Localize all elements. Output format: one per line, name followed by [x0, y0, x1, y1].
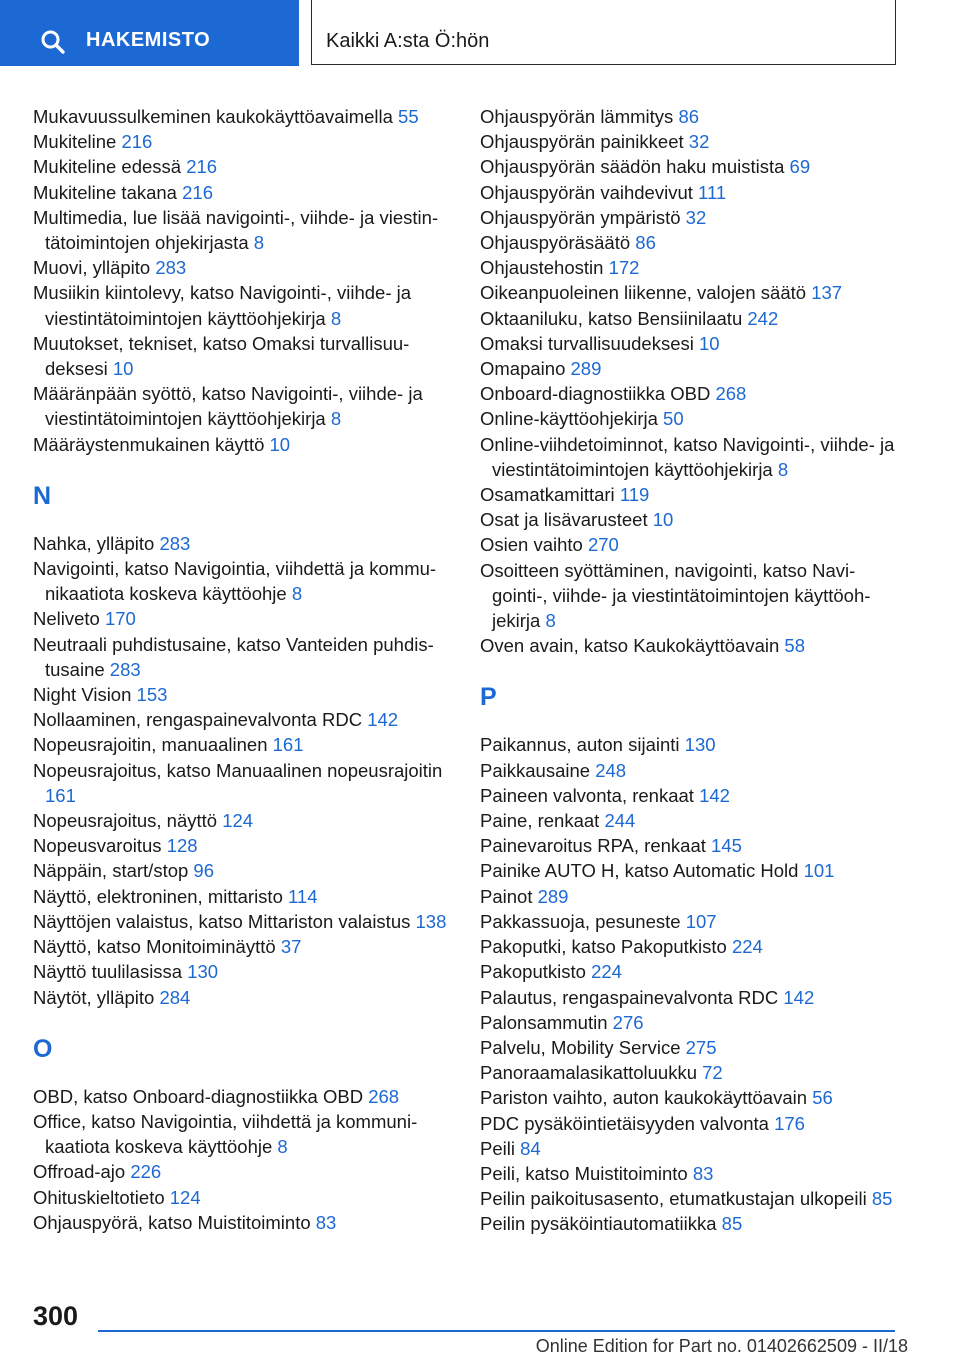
section-letter: O [33, 1034, 53, 1063]
page-link[interactable]: 224 [591, 961, 622, 983]
page-link[interactable]: 270 [587, 534, 619, 556]
index-entry-text: Painot [480, 885, 533, 907]
page-link[interactable]: 130 [684, 734, 716, 756]
index-entry-text: Neutraali puhdistusaine, katso Vanteiden puhdistusaine [33, 633, 434, 680]
page-link[interactable]: 8 [253, 232, 265, 254]
page-link[interactable]: 242 [747, 307, 779, 329]
index-entry-text: Ohjauspyörän säädön haku muistista [480, 156, 785, 178]
index-entry [480, 230, 900, 255]
page-link[interactable]: 10 [699, 332, 720, 354]
index-entry [480, 1060, 900, 1085]
index-entry [33, 909, 453, 934]
index-entry-text: Paikannus, auton sijainti [480, 734, 680, 756]
index-entry [480, 758, 900, 783]
index-entry [480, 1111, 900, 1136]
page-link[interactable]: 8 [291, 583, 303, 605]
index-entry [480, 280, 900, 305]
index-entry-text: Offroad-ajo [33, 1161, 126, 1183]
tab-index[interactable] [0, 0, 299, 66]
index-entry [480, 406, 900, 431]
tab-a-to-z-label: Kaikki A:sta Ö:hön [326, 30, 490, 52]
index-entry-text: Näppäin, start/stop [33, 860, 189, 882]
index-entry [33, 1109, 453, 1159]
page-link[interactable]: 111 [698, 181, 727, 203]
index-entry [480, 1085, 900, 1110]
index-entry [480, 1211, 900, 1236]
index-entry [480, 154, 900, 179]
index-entry-text: Näyttö, elektroninen, mittaristo [33, 885, 283, 907]
page-link[interactable]: 32 [685, 206, 707, 228]
index-entry [33, 104, 453, 129]
page-link[interactable]: 8 [277, 1136, 288, 1158]
index-entry [33, 205, 453, 255]
page-link[interactable]: 32 [688, 131, 710, 153]
index-entry [480, 306, 900, 331]
page-link[interactable]: 268 [368, 1085, 400, 1107]
index-entry [480, 985, 900, 1010]
index-entry-text: Painevaroitus RPA, renkaat [480, 835, 706, 857]
page-link[interactable]: 8 [330, 307, 342, 329]
page-link[interactable]: 83 [692, 1162, 714, 1184]
index-entry [33, 959, 453, 984]
index-entry [33, 129, 453, 154]
index-entry [480, 808, 900, 833]
index-entry [480, 858, 900, 883]
index-entry-text: Muovi, ylläpito [33, 257, 151, 279]
page-link[interactable]: 216 [186, 156, 218, 178]
index-column-left [33, 104, 453, 1235]
page-link[interactable]: 176 [774, 1112, 805, 1134]
page-link[interactable]: 84 [520, 1137, 541, 1159]
index-entry-text: Muutokset, tekniset, katso Omaksi turvallisuudeksesi [33, 332, 410, 380]
index-entry-text: Nopeusrajoitin, manuaalinen [33, 734, 268, 756]
index-entry-text: Ohjauspyöräsäätö [480, 232, 631, 254]
index-entry [33, 758, 453, 808]
index-entry-text: Nollaaminen, rengaspainevalvonta RDC [33, 709, 363, 731]
index-entry [33, 1210, 453, 1235]
index-entry [480, 180, 900, 205]
index-entry-text: Mukiteline [33, 131, 117, 153]
index-entry-text: Ohjauspyörän ympäristö [480, 206, 681, 228]
page-link[interactable]: 142 [699, 784, 730, 806]
index-entry [33, 707, 453, 732]
page-link[interactable]: 119 [619, 484, 650, 506]
index-entry [33, 331, 453, 381]
index-entry-text: Ohjauspyörä, katso Muistitoiminto [33, 1211, 311, 1233]
index-entry-text: Oikeanpuoleinen liikenne, valojen säätö [480, 282, 807, 304]
index-entry [480, 205, 900, 230]
index-entry-text: Pakoputki, katso Pakoputkisto [480, 936, 727, 958]
index-entry-text: Näytöt, ylläpito [33, 986, 155, 1008]
index-entry-text: Näyttö tuulilasissa [33, 961, 183, 983]
index-entry [480, 959, 900, 984]
page-link[interactable]: 56 [812, 1087, 833, 1109]
footer-divider [98, 1330, 895, 1332]
index-entry [33, 934, 453, 959]
page-link[interactable]: 170 [104, 608, 136, 630]
index-entry-text: Määräystenmukainen käyttö [33, 433, 265, 455]
page-link[interactable]: 172 [608, 257, 640, 279]
page-link[interactable]: 276 [612, 1011, 644, 1033]
index-entry-text: Näyttö, katso Monitoiminäyttö [33, 936, 276, 958]
page-link[interactable]: 275 [685, 1036, 717, 1058]
index-entry-text: Multimedia, lue lisää navigointi-, viihde- ja viestintätoimintojen ohjekirjasta [33, 206, 439, 254]
section-letter: N [33, 481, 52, 510]
index-entry-text: Omapaino [480, 358, 566, 380]
index-entry-text: Pakoputkisto [480, 961, 586, 983]
index-entry-text: Ohjauspyörän lämmitys [480, 106, 674, 127]
page-link[interactable]: 10 [652, 509, 674, 531]
index-entry-text: Mukiteline edessä [33, 156, 182, 178]
index-entry-text: Office, katso Navigointia, viihdettä ja kommunikaatiota koskeva käyttöohje [33, 1110, 418, 1158]
index-entry [480, 1010, 900, 1035]
page-link[interactable]: 283 [159, 532, 191, 554]
index-entry [33, 606, 453, 631]
index-entry [480, 482, 900, 507]
index-entry-text: Nopeusrajoitus, katso Manuaalinen nopeusrajoitin [33, 759, 443, 781]
page-link[interactable]: 289 [537, 885, 569, 907]
index-entry-text: Palonsammutin [480, 1011, 608, 1033]
page-link[interactable]: 114 [288, 885, 318, 907]
index-entry [480, 507, 900, 532]
index-entry-text: Paine, renkaat [480, 810, 600, 832]
page-link[interactable]: 248 [595, 759, 627, 781]
page-number: 300 [33, 1301, 79, 1331]
page-link[interactable]: 124 [169, 1186, 201, 1208]
index-entry [33, 381, 453, 431]
index-entry-text: Oven avain, katso Kaukokäyttöavain [480, 635, 780, 657]
index-entry-text: Pariston vaihto, auton kaukokäyttöavain [480, 1087, 808, 1109]
index-entry [33, 255, 453, 280]
page-link[interactable]: 226 [130, 1161, 162, 1183]
tab-index-label: HAKEMISTO [86, 29, 211, 51]
index-entry-text: Ohituskieltotieto [33, 1186, 165, 1208]
page-link[interactable]: 101 [803, 860, 835, 882]
page-link[interactable]: 85 [871, 1188, 893, 1210]
index-entry [33, 1084, 453, 1109]
page-link[interactable]: 86 [678, 106, 700, 127]
index-entry-text: Musiikin kiintolevy, katso Navigointi-, viihde- ja viestintätoimintojen käyttöohjekirja [33, 282, 412, 329]
page-link[interactable]: 216 [182, 181, 213, 203]
page-link[interactable]: 153 [136, 684, 168, 706]
page-link[interactable]: 124 [222, 810, 254, 832]
index-entry-text: OBD, katso Onboard-diagnostiikka OBD [33, 1085, 364, 1107]
index-entry-text: Ohjaustehostin [480, 257, 604, 279]
page-link[interactable]: 145 [711, 835, 742, 857]
index-entry [33, 1185, 453, 1210]
index-entry-text: Palautus, rengaspainevalvonta RDC [480, 986, 779, 1008]
page-link[interactable]: 72 [702, 1062, 723, 1084]
index-entry-text: Online-käyttöohjekirja [480, 408, 658, 430]
index-entry-text: Panoraamalasikattoluukku [480, 1062, 697, 1084]
index-entry [33, 531, 453, 556]
footer-edition: Online Edition for Part no. 01402662509 - II/18 [535, 1336, 908, 1356]
page-link[interactable]: 50 [663, 408, 684, 430]
page-link[interactable]: 85 [721, 1213, 743, 1235]
page-link[interactable]: 96 [193, 860, 214, 882]
index-entry-text: Paikkausaine [480, 759, 591, 781]
page-link[interactable]: 10 [269, 433, 291, 455]
page-link[interactable]: 128 [166, 835, 198, 857]
index-entry [480, 1186, 900, 1211]
index-entry-text: PDC pysäköintietäisyyden valvonta [480, 1112, 769, 1134]
page-link[interactable]: 161 [272, 734, 304, 756]
index-entry-text: Osoitteen syöttäminen, navigointi, katso Navigointi-, viihde- ja viestintätoimintojen käyttöohjekirja [480, 559, 871, 632]
index-entry-text: Online-viihdetoiminnot, katso Navigointi-, viihde- ja viestintätoimintojen käyttöohjekirja [480, 433, 895, 480]
index-entry [480, 356, 900, 381]
search-icon [40, 29, 66, 55]
index-entry [480, 934, 900, 959]
index-entry-text: Omaksi turvallisuudeksesi [480, 332, 694, 354]
page-link[interactable]: 283 [109, 658, 141, 680]
index-entry [480, 558, 900, 634]
index-entry-text: Palvelu, Mobility Service [480, 1036, 681, 1058]
index-entry-text: Oktaaniluku, katso Bensiinilaatu [480, 307, 743, 329]
index-entry-text: Peili, katso Muistitoiminto [480, 1162, 688, 1184]
index-entry-text: Määränpään syöttö, katso Navigointi-, viihde- ja viestintätoimintojen käyttöohjekirja [33, 383, 423, 430]
page-link[interactable]: 224 [731, 936, 763, 958]
index-entry [480, 833, 900, 858]
index-entry [33, 858, 453, 883]
index-entry-text: Paineen valvonta, renkaat [480, 784, 694, 806]
header-bar [0, 0, 960, 66]
tab-a-to-z[interactable] [311, 0, 896, 65]
index-entry [33, 884, 453, 909]
index-entry-text: Painike AUTO H, katso Automatic Hold [480, 860, 799, 882]
page-link[interactable]: 86 [635, 232, 656, 254]
index-entry [33, 1159, 453, 1184]
index-entry [33, 985, 453, 1010]
index-entry [480, 532, 900, 557]
page-link[interactable]: 268 [715, 383, 747, 405]
index-entry [33, 180, 453, 205]
index-entry [480, 909, 900, 934]
index-entry-text: Osat ja lisävarusteet [480, 509, 648, 531]
index-entry [480, 331, 900, 356]
page-link[interactable]: 161 [45, 784, 76, 806]
page-link[interactable]: 283 [155, 257, 187, 279]
index-entry [480, 1035, 900, 1060]
section-letter: P [480, 683, 497, 712]
index-entry-text: Nopeusrajoitus, näyttö [33, 810, 218, 832]
page-link[interactable]: 130 [187, 961, 219, 983]
index-entry-text: Osien vaihto [480, 534, 583, 556]
index-entry-text: Peilin pysäköintiautomatiikka [480, 1213, 717, 1235]
page-link[interactable]: 142 [367, 709, 399, 731]
index-entry [480, 633, 900, 658]
index-entry [33, 833, 453, 858]
index-entry [480, 129, 900, 154]
index-entry-text: Night Vision [33, 684, 132, 706]
page-link[interactable]: 137 [811, 282, 843, 304]
page-link[interactable]: 69 [789, 156, 811, 178]
index-entry-text: Pakkassuoja, pesuneste [480, 910, 681, 932]
index-entry [33, 556, 453, 606]
page-link[interactable]: 289 [570, 358, 602, 380]
page-link[interactable]: 8 [330, 408, 342, 430]
index-entry-text: Osamatkamittari [480, 484, 615, 506]
index-entry [480, 884, 900, 909]
index-entry-text: Peilin paikoitusasento, etumatkustajan ulkopeili [480, 1188, 867, 1210]
index-entry [480, 104, 900, 129]
index-entry [33, 732, 453, 757]
page-link[interactable]: 107 [685, 910, 717, 932]
page-link[interactable]: 284 [159, 986, 191, 1008]
index-entry [480, 732, 900, 757]
index-entry-text: Näyttöjen valaistus, katso Mittariston valaistus [33, 910, 411, 932]
index-column-right [480, 104, 900, 1237]
index-entry [480, 381, 900, 406]
index-entry [480, 1161, 900, 1186]
page-link[interactable]: 8 [777, 458, 789, 480]
index-entry-text: Ohjauspyörän vaihdevivut [480, 181, 693, 203]
index-entry [33, 432, 453, 457]
page-link[interactable]: 37 [280, 936, 302, 958]
page-link[interactable]: 8 [545, 610, 556, 632]
page-link[interactable]: 142 [783, 986, 815, 1008]
index-entry-text: Nopeusvaroitus [33, 835, 162, 857]
index-entry [33, 682, 453, 707]
index-entry-text: Mukiteline takana [33, 181, 177, 203]
index-entry-text: Navigointi, katso Navigointia, viihdettä ja kommunikaatiota koskeva käyttöohje [33, 558, 437, 605]
index-entry-text: Onboard-diagnostiikka OBD [480, 383, 711, 405]
index-entry [480, 783, 900, 808]
index-entry [33, 280, 453, 330]
index-entry [33, 808, 453, 833]
index-entry-text: Neliveto [33, 608, 100, 630]
index-entry-text: Mukavuussulkeminen kaukokäyttöavaimella [33, 106, 393, 127]
page-link[interactable]: 244 [604, 810, 636, 832]
index-entry [480, 1136, 900, 1161]
index-entry-text: Ohjauspyörän painikkeet [480, 131, 684, 153]
index-entry [33, 632, 453, 682]
page-link[interactable]: 138 [415, 910, 447, 932]
index-entry [480, 255, 900, 280]
index-entry-text: Peili [480, 1137, 515, 1159]
index-entry [33, 154, 453, 179]
page-link[interactable]: 83 [315, 1211, 337, 1233]
page-link[interactable]: 55 [398, 106, 419, 127]
page-link[interactable]: 216 [121, 131, 153, 153]
page-link[interactable]: 10 [112, 358, 134, 380]
index-entry-text: Nahka, ylläpito [33, 532, 155, 554]
index-entry [480, 432, 900, 482]
page-link[interactable]: 58 [784, 635, 805, 657]
